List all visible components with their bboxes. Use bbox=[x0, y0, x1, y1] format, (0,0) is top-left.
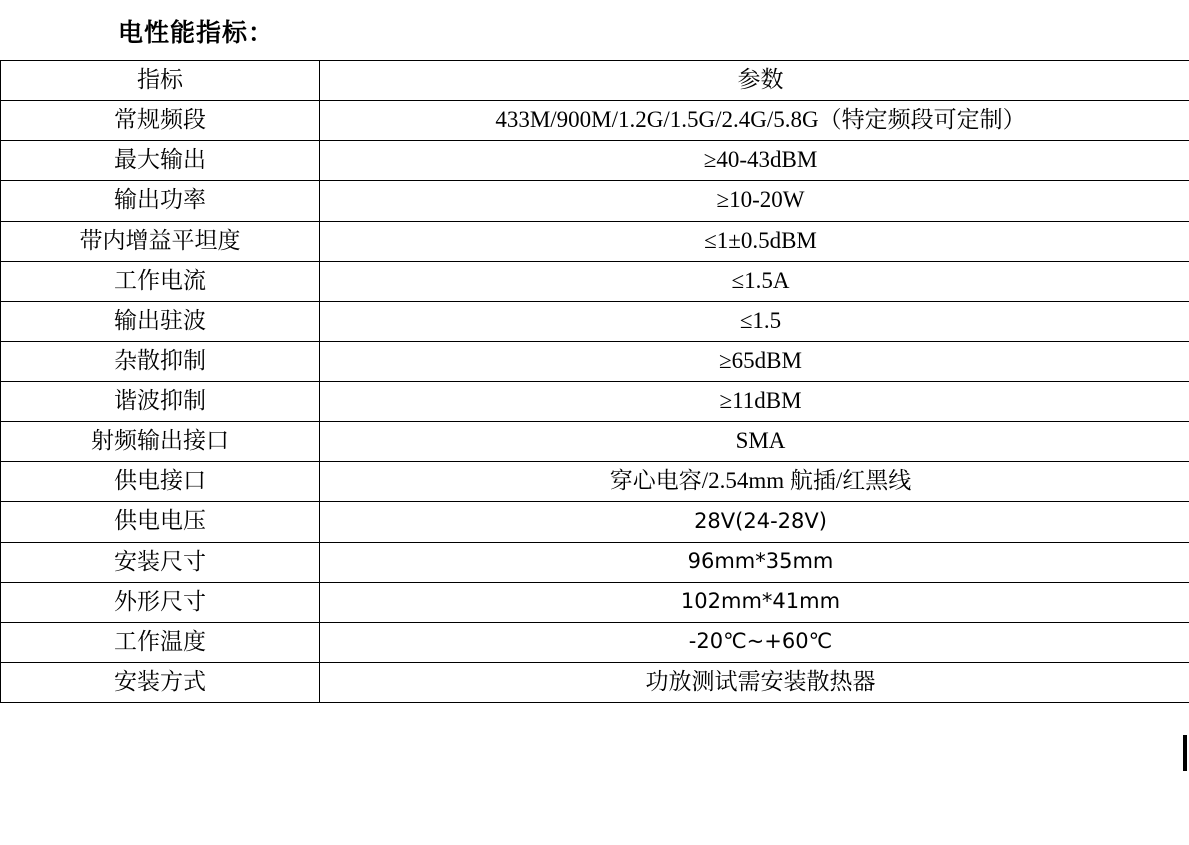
table-row bbox=[1, 422, 1189, 462]
page-title: 电性能指标： bbox=[118, 18, 275, 47]
column-header-label: 指标 bbox=[1, 61, 320, 101]
table-row bbox=[1, 662, 1189, 702]
spec-value: ≤1±0.5dBM bbox=[320, 221, 1189, 261]
table-header-row bbox=[1, 61, 1189, 101]
table-body bbox=[1, 61, 1189, 703]
table-row bbox=[1, 622, 1189, 662]
spec-label: 安装方式 bbox=[1, 662, 320, 702]
electrical-spec-table bbox=[0, 60, 1189, 703]
table-row bbox=[1, 341, 1189, 381]
spec-label: 供电电压 bbox=[1, 502, 320, 542]
spec-label: 供电接口 bbox=[1, 462, 320, 502]
spec-value: ≤1.5A bbox=[320, 261, 1189, 301]
spec-value: ≥40-43dBM bbox=[320, 141, 1189, 181]
spec-label: 工作电流 bbox=[1, 261, 320, 301]
spec-label: 外形尺寸 bbox=[1, 582, 320, 622]
spec-label: 射频输出接口 bbox=[1, 422, 320, 462]
spec-label: 安装尺寸 bbox=[1, 542, 320, 582]
spec-label: 输出功率 bbox=[1, 181, 320, 221]
spec-label: 工作温度 bbox=[1, 622, 320, 662]
table-row bbox=[1, 141, 1189, 181]
spec-value: ≥11dBM bbox=[320, 382, 1189, 422]
spec-value: ≥65dBM bbox=[320, 341, 1189, 381]
spec-label: 最大输出 bbox=[1, 141, 320, 181]
table-row bbox=[1, 221, 1189, 261]
spec-value: 433M/900M/1.2G/1.5G/2.4G/5.8G（特定频段可定制） bbox=[320, 101, 1189, 141]
spec-value: SMA bbox=[320, 422, 1189, 462]
spec-value: ≤1.5 bbox=[320, 301, 1189, 341]
table-row bbox=[1, 502, 1189, 542]
table-row bbox=[1, 542, 1189, 582]
spec-value: 102mm*41mm bbox=[320, 582, 1189, 622]
table-row bbox=[1, 582, 1189, 622]
spec-value: 功放测试需安装散热器 bbox=[320, 662, 1189, 702]
spec-value: 96mm*35mm bbox=[320, 542, 1189, 582]
table-row bbox=[1, 462, 1189, 502]
page-edge-mark bbox=[1183, 735, 1187, 771]
column-header-value: 参数 bbox=[320, 61, 1189, 101]
spec-value: 28V(24-28V) bbox=[320, 502, 1189, 542]
table-row bbox=[1, 382, 1189, 422]
spec-label: 带内增益平坦度 bbox=[1, 221, 320, 261]
spec-label: 输出驻波 bbox=[1, 301, 320, 341]
table-row bbox=[1, 181, 1189, 221]
spec-label: 谐波抑制 bbox=[1, 382, 320, 422]
table-row bbox=[1, 301, 1189, 341]
spec-value: 穿心电容/2.54mm 航插/红黑线 bbox=[320, 462, 1189, 502]
spec-label: 常规频段 bbox=[1, 101, 320, 141]
spec-value: -20℃~+60℃ bbox=[320, 622, 1189, 662]
table-row bbox=[1, 261, 1189, 301]
spec-value: ≥10-20W bbox=[320, 181, 1189, 221]
table-row bbox=[1, 101, 1189, 141]
spec-label: 杂散抑制 bbox=[1, 341, 320, 381]
